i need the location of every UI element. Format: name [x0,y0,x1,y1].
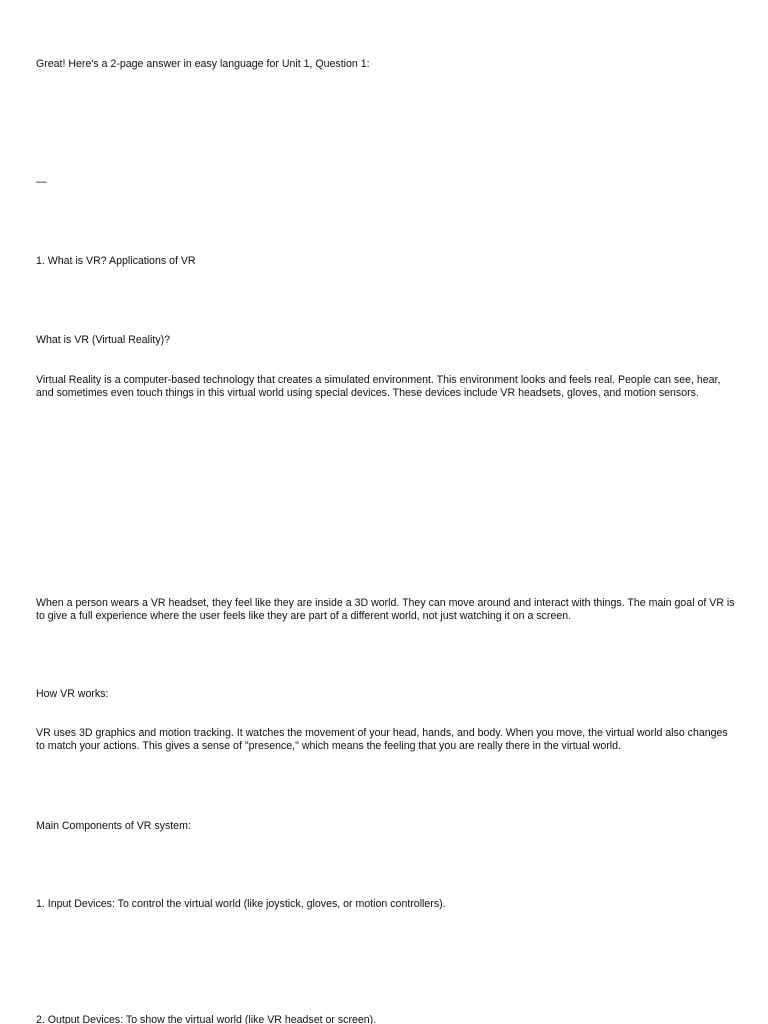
separator-dash: — [36,176,47,188]
section-heading: 1. What is VR? Applications of VR [36,255,196,267]
paragraph-headset: When a person wears a VR headset, they feel like they are inside a 3D world. They can move around and interact with things. The main goal of VR is to give a full experience where the user feels like they are part of a different world, not just watching it on a screen. [36,597,735,622]
component-item-output: 2. Output Devices: To show the virtual world (like VR headset or screen). [36,1014,377,1024]
subheading-what-is-vr: What is VR (Virtual Reality)? [36,334,171,346]
component-item-input: 1. Input Devices: To control the virtual world (like joystick, gloves, or motion controllers). [36,898,446,910]
subheading-how-vr-works: How VR works: [36,688,109,700]
paragraph-definition: Virtual Reality is a computer-based technology that creates a simulated environment. This environment looks and feels real. People can see, hear, and sometimes even touch things in this virtual world using special devices. These devices include VR headsets, gloves, and motion sensors. [36,374,721,399]
subheading-components: Main Components of VR system: [36,820,191,832]
paragraph-how-vr-works: VR uses 3D graphics and motion tracking. It watches the movement of your head, hands, and body. When you move, the virtual world also changes to match your actions. This gives a sense of "presence," which means the feeling that you are really there in the virtual world. [36,727,728,752]
intro-text: Great! Here's a 2-page answer in easy language for Unit 1, Question 1: [36,58,370,70]
